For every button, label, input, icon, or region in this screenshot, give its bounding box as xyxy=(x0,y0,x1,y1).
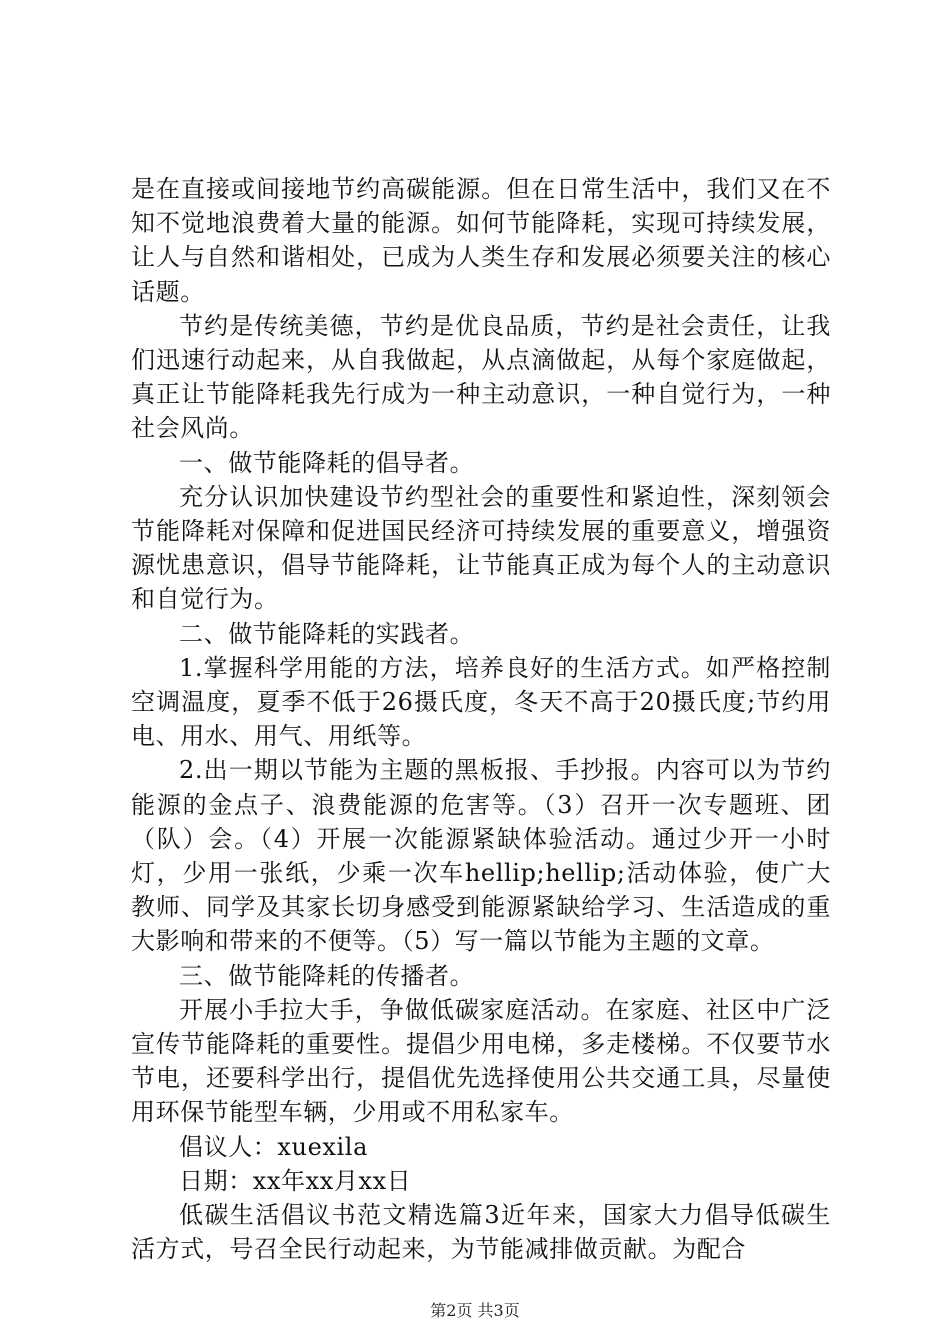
paragraph-disseminator: 开展小手拉大手，争做低碳家庭活动。在家庭、社区中广泛宣传节能降耗的重要性。提倡少用电梯，多走楼梯。不仅要节水节电，还要科学出行，提倡优先选择使用公共交通工具，尽量使用环保节能型车辆，少用或不用私家车。 xyxy=(131,995,831,1127)
paragraph-saving-virtue: 节约是传统美德，节约是优良品质，节约是社会责任，让我们迅速行动起来，从自我做起，从点滴做起，从每个家庭做起，真正让节能降耗我先行成为一种主动意识，一种自觉行为，一种社会风尚。 xyxy=(131,311,831,443)
date-line: 日期：xx年xx月xx日 xyxy=(179,1166,412,1195)
list-item-1: 1.掌握科学用能的方法，培养良好的生活方式。如严格控制空调温度，夏季不低于26摄氏度，冬天不高于20摄氏度;节约用电、用水、用气、用纸等。 xyxy=(131,653,831,751)
initiator-line: 倡议人：xuexila xyxy=(179,1132,368,1161)
section-heading-disseminator: 三、做节能降耗的传播者。 xyxy=(179,961,475,990)
paragraph-advocate: 充分认识加快建设节约型社会的重要性和紧迫性，深刻领会节能降耗对保障和促进国民经济可持续发展的重要意义，增强资源忧患意识，倡导节能降耗，让节能真正成为每个人的主动意识和自觉行为。 xyxy=(131,482,831,614)
page-number-footer: 第2页 共3页 xyxy=(430,1301,520,1320)
section-heading-advocate: 一、做节能降耗的倡导者。 xyxy=(179,448,475,477)
list-item-2: 2.出一期以节能为主题的黑板报、手抄报。内容可以为节约能源的金点子、浪费能源的危害等。（3）召开一次专题班、团（队）会。（4）开展一次能源紧缺体验活动。通过少开一小时灯，少用一张纸，少乘一次车hellip;hellip;活动体验，使广大教师、同学及其家长切身感受到能源紧缺给学习、生活造成的重大影响和带来的不便等。（5）写一篇以节能为主题的文章。 xyxy=(131,756,831,956)
section-heading-practitioner: 二、做节能降耗的实践者。 xyxy=(179,619,475,648)
paragraph-next-article: 低碳生活倡议书范文精选篇3近年来，国家大力倡导低碳生活方式，号召全民行动起来，为节能减排做贡献。为配合 xyxy=(131,1201,831,1264)
document-body xyxy=(131,172,831,1267)
paragraph-continuation: 是在直接或间接地节约高碳能源。但在日常生活中，我们又在不知不觉地浪费着大量的能源。如何节能降耗，实现可持续发展，让人与自然和谐相处，已成为人类生存和发展必须要关注的核心话题。 xyxy=(131,175,831,306)
